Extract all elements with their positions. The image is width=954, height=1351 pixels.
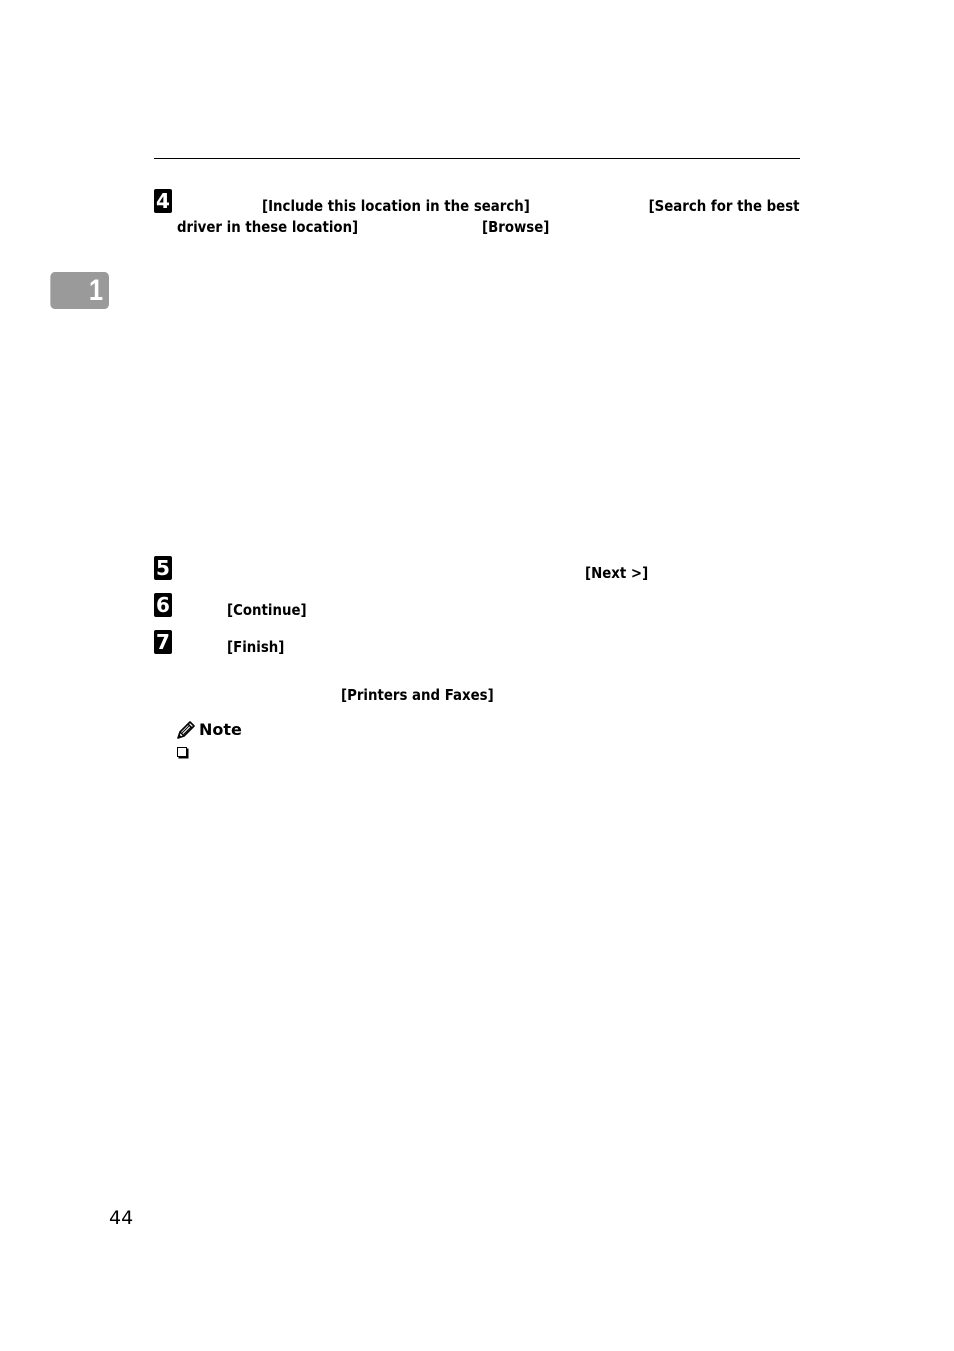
include-location-label: [Include this location in the search] (262, 197, 530, 215)
printers-faxes-label: [Printers and Faxes] (341, 686, 494, 704)
step-7-icon: 7 (154, 630, 172, 654)
page-number: 44 (109, 1207, 134, 1229)
checkbox-icon (177, 747, 187, 757)
continue-label: [Continue] (227, 601, 307, 619)
search-best-driver-label: [Search for the best (649, 197, 800, 215)
next-label: [Next >] (585, 564, 649, 582)
pencil-icon (176, 721, 196, 739)
chapter-tab (50, 272, 109, 309)
finish-label: [Finish] (227, 638, 285, 656)
step-6-icon: 6 (154, 593, 172, 617)
header-rule (154, 158, 800, 159)
note-label: Note (199, 720, 242, 739)
note-heading (176, 719, 242, 741)
search-best-driver-label-cont: driver in these location] (177, 218, 359, 236)
browse-label: [Browse] (482, 218, 550, 236)
step-4-icon: 4 (154, 189, 172, 213)
chapter-number: 1 (88, 274, 104, 307)
step-5-icon: 5 (154, 556, 172, 580)
